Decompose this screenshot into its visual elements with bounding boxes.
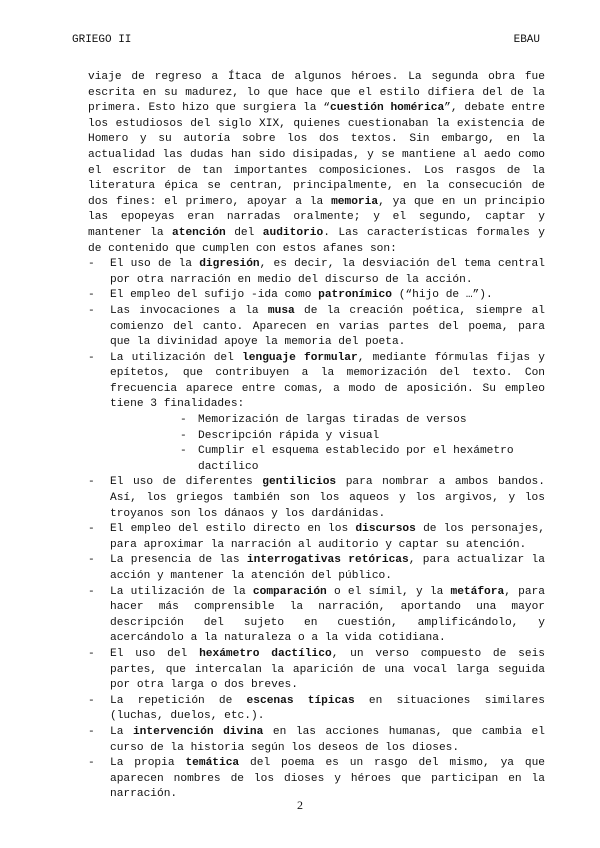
text-run: El empleo del estilo directo en los bbox=[110, 523, 356, 536]
bullet-dash: - bbox=[88, 725, 95, 738]
bullet-dash: - bbox=[88, 258, 95, 271]
text-run: La repetición de bbox=[110, 694, 247, 707]
bullet-dash: - bbox=[88, 585, 95, 598]
bold-term: auditorio bbox=[262, 226, 324, 239]
list-item bbox=[88, 475, 545, 522]
bold-term: musa bbox=[267, 304, 295, 317]
list-item bbox=[88, 522, 545, 553]
bold-term: hexámetro dactílico bbox=[199, 647, 332, 660]
list-item bbox=[88, 585, 545, 647]
bold-term: metáfora bbox=[450, 585, 505, 598]
bullet-dash: - bbox=[88, 476, 95, 489]
text-run: para nombrar a ambos bandos. Así, los griegos también son los aqueos y los argivos, y los troyanos son los dánaos y los dardánidas. bbox=[110, 476, 545, 520]
text-run: del poema es un rasgo del mismo, ya que aparecen nombres de los dioses y héroes que participan en la narración. bbox=[110, 757, 546, 801]
bold-term: interrogativas retóricas bbox=[246, 554, 409, 567]
text-run: en las acciones humanas, que cambia el curso de la historia según los deseos de los dioses. bbox=[110, 725, 545, 754]
sublist-item bbox=[180, 429, 545, 445]
bold-term: escenas típicas bbox=[246, 694, 355, 707]
text-run: La utilización de la bbox=[110, 585, 253, 598]
text-run: El uso del bbox=[110, 647, 200, 660]
bullet-dash: - bbox=[88, 351, 95, 364]
text-run: , es decir, la desviación del tema central por otra narración en medio del discurso de la acción. bbox=[110, 258, 545, 286]
text-run: o el símil, y la bbox=[326, 585, 451, 598]
list-item bbox=[88, 288, 545, 304]
bold-term: temática bbox=[185, 757, 240, 770]
bold-term: discursos bbox=[355, 523, 416, 536]
list-item bbox=[88, 257, 545, 288]
bullet-dash: - bbox=[88, 304, 95, 317]
bold-term: comparación bbox=[252, 585, 327, 598]
text-run: El empleo del sufijo -ida como bbox=[110, 289, 319, 302]
bullet-dash: - bbox=[88, 523, 95, 536]
text-run: La presencia de las bbox=[110, 554, 247, 567]
list-item bbox=[88, 694, 545, 725]
bullet-dash: - bbox=[180, 445, 187, 458]
list-item bbox=[88, 647, 545, 694]
bullet-dash: - bbox=[180, 429, 187, 442]
bold-term: memoria bbox=[331, 195, 379, 208]
sublist-text: Cumplir el esquema establecido por el hexámetro dactílico bbox=[198, 445, 514, 473]
bold-term: cuestión homérica bbox=[329, 102, 445, 115]
text-run: viaje de regreso a Ítaca de algunos héroes. La segunda obra fue escrita en su madurez, lo que hace que el estilo difiera del de la primera. Esto hizo que surgiera la “ bbox=[88, 71, 545, 115]
bullet-dash: - bbox=[88, 694, 95, 707]
sublist-item bbox=[180, 413, 545, 429]
text-run: de la creación poética, siempre al comienzo del canto. Aparecen en varias partes del poema, para que la divinidad apoye la memoria del poeta. bbox=[110, 304, 545, 349]
bold-term: digresión bbox=[199, 258, 260, 271]
bullet-dash: - bbox=[88, 757, 95, 770]
text-run: en situaciones similares (luchas, duelos, etc.). bbox=[110, 694, 545, 723]
sublist-item bbox=[180, 444, 545, 475]
bullet-dash: - bbox=[88, 554, 95, 567]
text-run: , ya que en un principio las epopeyas eran narradas oralmente; y el segundo, captar y mantener la bbox=[88, 195, 545, 239]
text-run: . Las características formales y de contenido que cumplen con estos afanes son: bbox=[88, 226, 545, 255]
text-run: La utilización del bbox=[110, 351, 243, 364]
bold-term: lenguaje formular bbox=[242, 351, 358, 364]
bullet-dash: - bbox=[88, 647, 95, 660]
header-exam: EBAU bbox=[513, 34, 540, 46]
text-run: , para actualizar la acción y mantener la atención del público. bbox=[110, 554, 545, 582]
text-run: , un verso compuesto de seis partes, que intercalan la aparición de una vocal larga seguida por otra larga o dos breves. bbox=[110, 647, 545, 692]
text-run: , mediante fórmulas fijas y epítetos, que contribuyen a la memorización del texto. Con frecuencia aparece entre comas, a modo de aposición. Su empleo tiene 3 finalidades: bbox=[110, 351, 545, 411]
features-list bbox=[88, 257, 545, 803]
text-run: El uso de diferentes bbox=[110, 476, 263, 489]
sublist-text: Descripción rápida y visual bbox=[198, 429, 380, 442]
list-item bbox=[88, 725, 545, 756]
bold-term: atención bbox=[172, 226, 226, 239]
sublist-text: Memorización de largas tiradas de versos bbox=[198, 414, 467, 427]
page-number: 2 bbox=[297, 798, 303, 812]
text-run: La bbox=[110, 725, 133, 738]
list-item bbox=[88, 756, 545, 803]
text-run: , para hacer más comprensible la narración, aportando una mayor descripción del sujeto en cuestión, amplificándolo, y acercándolo a la naturaleza o a la vida cotidiana. bbox=[110, 585, 545, 645]
text-run: Las invocaciones a la bbox=[110, 304, 268, 317]
bullet-dash: - bbox=[180, 414, 187, 427]
text-run: El uso de la bbox=[110, 258, 200, 271]
text-run: La propia bbox=[110, 757, 186, 770]
bold-term: gentilicios bbox=[262, 476, 337, 489]
list-item bbox=[88, 304, 545, 351]
text-run: (“hijo de …”). bbox=[391, 289, 493, 302]
body-text bbox=[88, 70, 545, 803]
list-item bbox=[88, 553, 545, 584]
header-subject: GRIEGO II bbox=[72, 34, 132, 46]
text-run: del bbox=[225, 226, 263, 239]
purposes-sublist bbox=[110, 413, 545, 475]
bold-term: patronímico bbox=[318, 289, 392, 302]
text-run: de los personajes, para aproximar la narración al auditorio y captar su atención. bbox=[110, 523, 545, 551]
bullet-dash: - bbox=[88, 289, 95, 302]
intro-paragraph bbox=[88, 70, 545, 257]
bold-term: intervención divina bbox=[132, 725, 264, 738]
list-item bbox=[88, 351, 545, 476]
text-run: ”, debate entre los estudiosos del siglo XIX, quienes cuestionaban la existencia de Homero y su autoría sobre los dos textos. Sin embargo, en la actualidad las dudas han sido disipadas, y se mantiene al aedo como el escritor de tan importantes composiciones. Los rasgos de la literatura épica se centran, principalmente, en la consecución de dos fines: el primero, apoyar a la bbox=[88, 102, 545, 208]
